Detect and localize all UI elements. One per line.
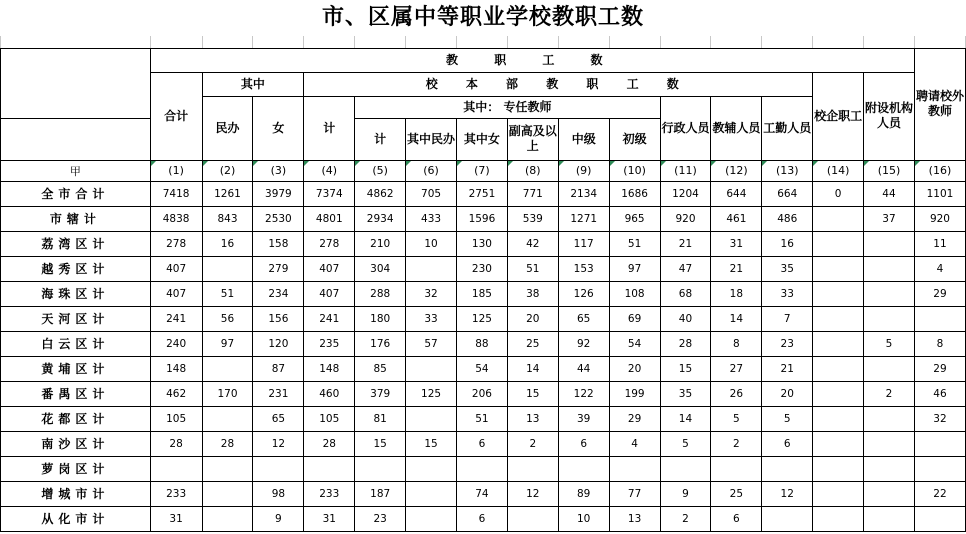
table-cell: 31 — [711, 231, 762, 256]
table-cell: 12 — [253, 431, 304, 456]
table-cell: 2 — [864, 381, 915, 406]
table-row — [1, 406, 966, 431]
row-label-header — [1, 48, 151, 118]
header-gongqin: 工勤人员 — [762, 96, 813, 160]
table-cell: 2 — [507, 431, 558, 456]
table-cell: 29 — [914, 356, 965, 381]
table-cell: 8 — [914, 331, 965, 356]
table-cell: 130 — [456, 231, 507, 256]
table-cell: 7418 — [150, 181, 202, 206]
table-cell: 9 — [253, 506, 304, 531]
table-cell — [202, 406, 253, 431]
table-cell: 97 — [202, 331, 253, 356]
table-cell — [813, 256, 864, 281]
table-cell: 2 — [711, 431, 762, 456]
table-cell: 23 — [355, 506, 406, 531]
row-label: 增城市计 — [1, 481, 151, 506]
table-cell: 231 — [253, 381, 304, 406]
table-cell — [813, 306, 864, 331]
table-cell — [864, 281, 915, 306]
table-cell — [864, 431, 915, 456]
table-cell: 12 — [762, 481, 813, 506]
table-cell — [660, 456, 711, 481]
table-cell — [202, 256, 253, 281]
table-cell: 20 — [507, 306, 558, 331]
table-cell: 433 — [406, 206, 457, 231]
table-cell: 21 — [711, 256, 762, 281]
header-pinqing: 聘请校外教师 — [914, 48, 965, 160]
table-cell — [864, 306, 915, 331]
table-cell: 6 — [558, 431, 609, 456]
table-cell — [406, 506, 457, 531]
header-chuji: 初级 — [609, 118, 660, 160]
table-row — [1, 231, 966, 256]
table-cell: 5 — [864, 331, 915, 356]
table-row — [1, 356, 966, 381]
table-cell — [864, 506, 915, 531]
table-cell: 105 — [304, 406, 355, 431]
table-cell — [864, 481, 915, 506]
column-code: (10) — [609, 160, 660, 181]
header-fushe: 附设机构人员 — [864, 72, 915, 160]
table-cell — [507, 506, 558, 531]
table-cell: 1204 — [660, 181, 711, 206]
table-cell — [762, 506, 813, 531]
table-cell: 1261 — [202, 181, 253, 206]
table-cell: 539 — [507, 206, 558, 231]
table-cell: 8 — [711, 331, 762, 356]
row-label: 市辖计 — [1, 206, 151, 231]
table-cell — [609, 456, 660, 481]
table-cell: 185 — [456, 281, 507, 306]
table-cell: 88 — [456, 331, 507, 356]
table-cell — [914, 431, 965, 456]
table-cell: 176 — [355, 331, 406, 356]
table-row — [1, 456, 966, 481]
table-cell: 77 — [609, 481, 660, 506]
table-cell: 4 — [914, 256, 965, 281]
table-cell — [711, 456, 762, 481]
table-cell: 460 — [304, 381, 355, 406]
table-cell: 278 — [304, 231, 355, 256]
table-cell: 33 — [762, 281, 813, 306]
table-cell: 235 — [304, 331, 355, 356]
table-cell: 54 — [456, 356, 507, 381]
header-jiaozhigong: 教 职 工 数 — [150, 48, 914, 72]
header-xiaobenbu: 校 本 部 教 职 工 数 — [304, 72, 813, 96]
table-cell: 170 — [202, 381, 253, 406]
column-code: (8) — [507, 160, 558, 181]
table-cell — [456, 456, 507, 481]
table-cell: 407 — [150, 256, 202, 281]
table-cell — [202, 356, 253, 381]
table-cell: 148 — [150, 356, 202, 381]
row-label: 萝岗区计 — [1, 456, 151, 481]
table-cell: 22 — [914, 481, 965, 506]
table-cell — [864, 356, 915, 381]
table-cell — [864, 456, 915, 481]
table-cell: 148 — [304, 356, 355, 381]
table-cell: 920 — [914, 206, 965, 231]
table-cell: 108 — [609, 281, 660, 306]
table-cell: 199 — [609, 381, 660, 406]
table-cell: 2134 — [558, 181, 609, 206]
table-cell: 5 — [660, 431, 711, 456]
table-cell — [507, 456, 558, 481]
table-cell: 153 — [558, 256, 609, 281]
table-cell — [202, 506, 253, 531]
table-cell: 21 — [660, 231, 711, 256]
table-cell: 240 — [150, 331, 202, 356]
table-cell: 407 — [304, 256, 355, 281]
table-cell: 3979 — [253, 181, 304, 206]
table-cell — [813, 381, 864, 406]
table-cell: 9 — [660, 481, 711, 506]
table-cell: 920 — [660, 206, 711, 231]
table-cell: 97 — [609, 256, 660, 281]
table-cell: 288 — [355, 281, 406, 306]
table-cell: 10 — [406, 231, 457, 256]
table-cell: 5 — [711, 406, 762, 431]
table-cell: 2934 — [355, 206, 406, 231]
row-label: 天河区计 — [1, 306, 151, 331]
table-cell: 644 — [711, 181, 762, 206]
table-cell: 46 — [914, 381, 965, 406]
table-cell: 16 — [202, 231, 253, 256]
table-cell: 206 — [456, 381, 507, 406]
table-cell: 125 — [406, 381, 457, 406]
column-code: (6) — [406, 160, 457, 181]
staff-table — [0, 36, 966, 532]
table-cell: 105 — [150, 406, 202, 431]
table-cell: 117 — [558, 231, 609, 256]
table-cell: 407 — [304, 281, 355, 306]
table-cell: 51 — [507, 256, 558, 281]
header-xingzheng: 行政人员 — [660, 96, 711, 160]
table-cell: 210 — [355, 231, 406, 256]
table-cell — [864, 256, 915, 281]
table-cell: 462 — [150, 381, 202, 406]
row-label: 越秀区计 — [1, 256, 151, 281]
column-code: (14) — [813, 160, 864, 181]
table-cell: 51 — [202, 281, 253, 306]
table-cell: 379 — [355, 381, 406, 406]
table-cell: 35 — [660, 381, 711, 406]
table-cell: 843 — [202, 206, 253, 231]
table-cell: 87 — [253, 356, 304, 381]
table-cell: 304 — [355, 256, 406, 281]
header-zhuanren: 其中： 专任教师 — [355, 96, 660, 118]
table-cell — [813, 431, 864, 456]
header-ji: 计 — [304, 96, 355, 160]
table-row — [1, 206, 966, 231]
table-cell: 2751 — [456, 181, 507, 206]
table-cell: 23 — [762, 331, 813, 356]
table-row — [1, 481, 966, 506]
table-row — [1, 256, 966, 281]
header-zhongji: 中级 — [558, 118, 609, 160]
table-cell: 965 — [609, 206, 660, 231]
table-cell: 158 — [253, 231, 304, 256]
row-label: 海珠区计 — [1, 281, 151, 306]
header-minban: 民办 — [202, 96, 253, 160]
table-cell: 12 — [507, 481, 558, 506]
table-cell: 156 — [253, 306, 304, 331]
table-cell — [813, 506, 864, 531]
table-row — [1, 181, 966, 206]
table-cell: 25 — [711, 481, 762, 506]
table-cell: 234 — [253, 281, 304, 306]
table-cell: 44 — [558, 356, 609, 381]
column-code: (16) — [914, 160, 965, 181]
column-code: (13) — [762, 160, 813, 181]
table-cell: 4838 — [150, 206, 202, 231]
table-cell: 69 — [609, 306, 660, 331]
table-cell: 14 — [507, 356, 558, 381]
table-cell: 39 — [558, 406, 609, 431]
header-jiaofu: 教辅人员 — [711, 96, 762, 160]
table-cell: 18 — [711, 281, 762, 306]
table-cell — [304, 456, 355, 481]
table-cell: 6 — [762, 431, 813, 456]
row-label: 从化市计 — [1, 506, 151, 531]
header-total: 合计 — [150, 72, 202, 160]
table-cell: 14 — [660, 406, 711, 431]
column-code: (2) — [202, 160, 253, 181]
table-cell: 13 — [507, 406, 558, 431]
table-cell — [813, 206, 864, 231]
table-row — [1, 306, 966, 331]
table-cell: 1271 — [558, 206, 609, 231]
table-cell: 771 — [507, 181, 558, 206]
table-cell: 705 — [406, 181, 457, 206]
header-jia: 甲 — [1, 160, 151, 181]
table-cell: 28 — [150, 431, 202, 456]
table-cell: 4801 — [304, 206, 355, 231]
table-cell: 20 — [762, 381, 813, 406]
column-code: (11) — [660, 160, 711, 181]
table-cell: 32 — [406, 281, 457, 306]
table-cell — [914, 456, 965, 481]
table-cell — [813, 456, 864, 481]
row-label: 白云区计 — [1, 331, 151, 356]
table-cell: 56 — [202, 306, 253, 331]
table-cell — [150, 456, 202, 481]
table-cell: 28 — [660, 331, 711, 356]
table-cell: 664 — [762, 181, 813, 206]
table-cell — [864, 406, 915, 431]
table-cell: 0 — [813, 181, 864, 206]
table-cell: 4 — [609, 431, 660, 456]
table-cell: 6 — [456, 506, 507, 531]
table-cell: 6 — [456, 431, 507, 456]
table-cell: 233 — [150, 481, 202, 506]
table-cell — [406, 406, 457, 431]
table-cell: 14 — [711, 306, 762, 331]
table-cell: 31 — [150, 506, 202, 531]
table-cell: 1101 — [914, 181, 965, 206]
table-cell: 81 — [355, 406, 406, 431]
table-cell: 51 — [609, 231, 660, 256]
table-cell: 28 — [202, 431, 253, 456]
table-cell: 65 — [558, 306, 609, 331]
table-cell: 2 — [660, 506, 711, 531]
table-cell: 4862 — [355, 181, 406, 206]
row-label: 花都区计 — [1, 406, 151, 431]
table-cell — [355, 456, 406, 481]
table-cell: 16 — [762, 231, 813, 256]
column-code: (4) — [304, 160, 355, 181]
column-code: (9) — [558, 160, 609, 181]
row-label: 番禺区计 — [1, 381, 151, 406]
table-cell — [406, 356, 457, 381]
table-cell: 7 — [762, 306, 813, 331]
header-xiaoqi: 校企职工 — [813, 72, 864, 160]
table-cell: 28 — [304, 431, 355, 456]
table-cell: 407 — [150, 281, 202, 306]
header-zr-minban: 其中民办 — [406, 118, 457, 160]
table-cell: 74 — [456, 481, 507, 506]
table-cell: 21 — [762, 356, 813, 381]
header-qizhong: 其中 — [202, 72, 304, 96]
table-cell: 187 — [355, 481, 406, 506]
table-cell: 65 — [253, 406, 304, 431]
table-row — [1, 331, 966, 356]
row-label: 南沙区计 — [1, 431, 151, 456]
table-cell: 25 — [507, 331, 558, 356]
table-cell: 180 — [355, 306, 406, 331]
table-cell: 241 — [304, 306, 355, 331]
column-code: (15) — [864, 160, 915, 181]
table-cell: 6 — [711, 506, 762, 531]
table-cell: 85 — [355, 356, 406, 381]
table-cell — [762, 456, 813, 481]
table-cell: 89 — [558, 481, 609, 506]
header-fugao: 副高及以上 — [507, 118, 558, 160]
table-cell: 1686 — [609, 181, 660, 206]
table-cell: 120 — [253, 331, 304, 356]
table-cell: 31 — [304, 506, 355, 531]
table-cell: 15 — [660, 356, 711, 381]
table-cell — [813, 356, 864, 381]
table-cell — [813, 406, 864, 431]
table-cell: 35 — [762, 256, 813, 281]
table-cell — [914, 506, 965, 531]
table-cell: 278 — [150, 231, 202, 256]
column-code: (5) — [355, 160, 406, 181]
table-cell — [813, 231, 864, 256]
table-cell: 68 — [660, 281, 711, 306]
table-row — [1, 281, 966, 306]
page-title: 市、区属中等职业学校教职工数 — [321, 5, 644, 30]
table-cell: 230 — [456, 256, 507, 281]
table-cell: 7374 — [304, 181, 355, 206]
row-label: 荔湾区计 — [1, 231, 151, 256]
table-cell: 98 — [253, 481, 304, 506]
column-code: (3) — [253, 160, 304, 181]
table-cell: 26 — [711, 381, 762, 406]
table-cell: 37 — [864, 206, 915, 231]
table-cell: 38 — [507, 281, 558, 306]
table-row — [1, 506, 966, 531]
table-cell: 2530 — [253, 206, 304, 231]
table-cell: 5 — [762, 406, 813, 431]
table-cell: 233 — [304, 481, 355, 506]
table-cell: 51 — [456, 406, 507, 431]
table-cell: 54 — [609, 331, 660, 356]
table-cell: 122 — [558, 381, 609, 406]
table-cell — [813, 281, 864, 306]
table-cell: 15 — [406, 431, 457, 456]
row-label: 全市合计 — [1, 181, 151, 206]
table-cell — [864, 231, 915, 256]
table-cell: 15 — [507, 381, 558, 406]
table-cell: 13 — [609, 506, 660, 531]
table-cell: 40 — [660, 306, 711, 331]
table-cell: 461 — [711, 206, 762, 231]
table-cell — [253, 456, 304, 481]
header-zr-nv: 其中女 — [456, 118, 507, 160]
row-label-header-bottom — [1, 118, 151, 160]
table-cell: 32 — [914, 406, 965, 431]
table-cell: 92 — [558, 331, 609, 356]
table-cell: 15 — [355, 431, 406, 456]
table-cell: 29 — [609, 406, 660, 431]
table-cell — [406, 256, 457, 281]
table-cell: 57 — [406, 331, 457, 356]
table-cell — [813, 331, 864, 356]
table-cell: 241 — [150, 306, 202, 331]
table-cell — [202, 456, 253, 481]
column-code: (12) — [711, 160, 762, 181]
table-cell: 279 — [253, 256, 304, 281]
table-cell — [914, 306, 965, 331]
table-row — [1, 431, 966, 456]
column-code: (1) — [150, 160, 202, 181]
row-label: 黄埔区计 — [1, 356, 151, 381]
table-cell: 10 — [558, 506, 609, 531]
header-nv: 女 — [253, 96, 304, 160]
table-cell — [406, 481, 457, 506]
table-cell: 27 — [711, 356, 762, 381]
table-cell — [813, 481, 864, 506]
table-cell: 47 — [660, 256, 711, 281]
table-cell: 33 — [406, 306, 457, 331]
table-cell: 20 — [609, 356, 660, 381]
table-row — [1, 381, 966, 406]
table-cell — [558, 456, 609, 481]
table-cell — [406, 456, 457, 481]
column-code: (7) — [456, 160, 507, 181]
table-cell: 125 — [456, 306, 507, 331]
header-zr-ji: 计 — [355, 118, 406, 160]
table-cell: 11 — [914, 231, 965, 256]
table-cell: 44 — [864, 181, 915, 206]
table-cell — [202, 481, 253, 506]
table-cell: 29 — [914, 281, 965, 306]
table-cell: 126 — [558, 281, 609, 306]
table-cell: 42 — [507, 231, 558, 256]
table-cell: 1596 — [456, 206, 507, 231]
table-cell: 486 — [762, 206, 813, 231]
